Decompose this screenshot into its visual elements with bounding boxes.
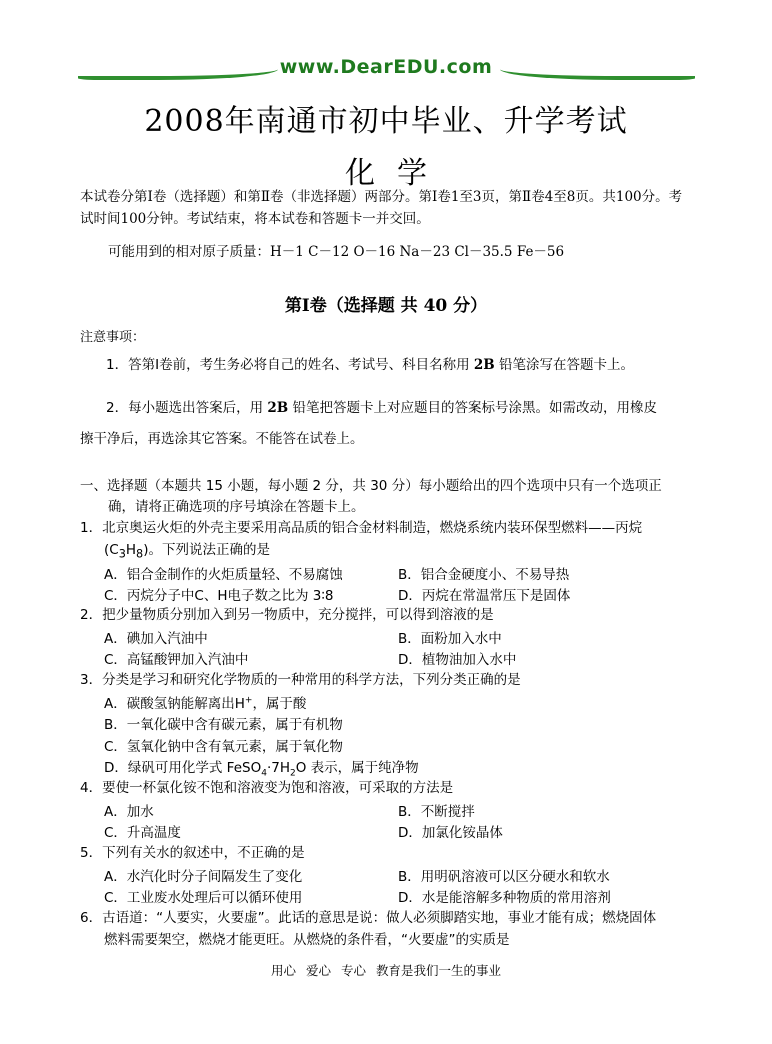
section1-line-1: 一、选择题（本题共 15 小题，每小题 2 分，共 30 分）每小题给出的四个选项中只有一个选项正 [80,478,662,494]
question-2-stem: 2．把少量物质分别加入到另一物质中，充分搅拌，可以得到溶液的是 [80,607,494,623]
question-1-stem-2: $(C_3H_8)$。下列说法正确的是 [104,542,270,561]
intro-line-2: 试时间100分钟。考试结束，将本试卷和答题卡一并交回。 [80,211,430,227]
q4-option-d: D．加氯化铵晶体 [398,825,503,841]
question-6-stem: 6．古语道：“人要实，火要虚”。此话的意思是说：做人必须脚踏实地，事业才能有成；燃烧固体 [80,910,657,926]
part1-title: 第Ⅰ卷（选择题 共 40 分） [284,296,488,316]
subject-title: 化学 [345,156,449,191]
q1-option-c: C．丙烷分子中C、H电子数之比为 3∶8 [104,588,334,604]
question-4-stem: 4．要使一杯氯化铵不饱和溶液变为饱和溶液，可采取的方法是 [80,780,454,796]
q3-option-a: A．碳酸氢钠能解离出H+，属于酸 [104,695,307,712]
q4-option-b: B．不断搅拌 [398,804,475,820]
q2-option-d: D．植物油加入水中 [398,652,517,668]
q4-option-c: C．升高温度 [104,825,181,841]
q3-option-c: C．氢氧化钠中含有氧元素，属于氧化物 [104,739,343,755]
q1-option-b: B．铝合金硬度小、不易导热 [398,567,570,583]
notes-heading: 注意事项： [80,330,146,345]
atomic-masses: 可能用到的相对原子质量：H－1 C－12 O－16 Na－23 Cl－35.5 Fe－56 [108,244,565,260]
exam-title: 2008年南通市初中毕业、升学考试 [144,104,628,139]
q4-option-a: A．加水 [104,804,154,820]
q1-option-a: A．铝合金制作的火炬质量轻、不易腐蚀 [104,567,343,583]
site-banner[interactable]: www.DearEDU.com [279,56,493,78]
q1-option-d: D．丙烷在常温常压下是固体 [398,588,571,604]
note-1 [106,350,726,381]
note-1-text-a: 1．答第Ⅰ卷前，考生务必将自己的姓名、考试号、科目名称用 [106,357,474,373]
q5-option-a: A．水汽化时分子间隔发生了变化 [104,869,303,885]
q3-option-d: D．绿矾可用化学式 $FeSO_4\cdot 7H_2O$ 表示，属于纯净物 [104,760,419,779]
intro-line-1: 本试卷分第Ⅰ卷（选择题）和第Ⅱ卷（非选择题）两部分。第Ⅰ卷1至3页，第Ⅱ卷4至8页。共100分。考 [80,189,683,205]
note-2-bold: 2B [267,400,289,416]
q5-option-b: B．用明矾溶液可以区分硬水和软水 [398,869,610,885]
q5-option-d: D．水是能溶解多种物质的常用溶剂 [398,890,611,906]
note-2 [106,393,726,424]
question-3-stem: 3．分类是学习和研究化学物质的一种常用的科学方法，下列分类正确的是 [80,672,521,688]
q5-option-c: C．工业废水处理后可以循环使用 [104,890,303,906]
q2-option-c: C．高锰酸钾加入汽油中 [104,652,249,668]
note-2-text-b: 铅笔把答题卡上对应题目的答案标号涂黑。如需改动，用橡皮 [288,400,657,416]
section1-line-2: 确，请将正确选项的序号填涂在答题卡上。 [108,499,365,515]
question-5-stem: 5．下列有关水的叙述中，不正确的是 [80,845,305,861]
q2-option-a: A．碘加入汽油中 [104,631,208,647]
note-2-text-a: 2．每小题选出答案后，用 [106,400,268,416]
q3-option-b: B．一氧化碳中含有碳元素，属于有机物 [104,717,343,733]
q2-option-b: B．面粉加入水中 [398,631,502,647]
question-6-stem-2: 燃料需要架空，燃烧才能更旺。从燃烧的条件看，“火要虚”的实质是 [104,932,510,948]
question-1-stem: 1．北京奥运火炬的外壳主要采用高品质的铝合金材料制造，燃烧系统内装环保型燃料——丙烷 [80,520,643,536]
page-footer: 用心 爱心 专心 教育是我们一生的事业 [271,963,501,978]
note-1-text-b: 铅笔涂写在答题卡上。 [494,357,634,373]
note-1-bold: 2B [473,357,495,373]
note-2-line-2: 擦干净后，再选涂其它答案。不能答在试卷上。 [80,431,364,447]
